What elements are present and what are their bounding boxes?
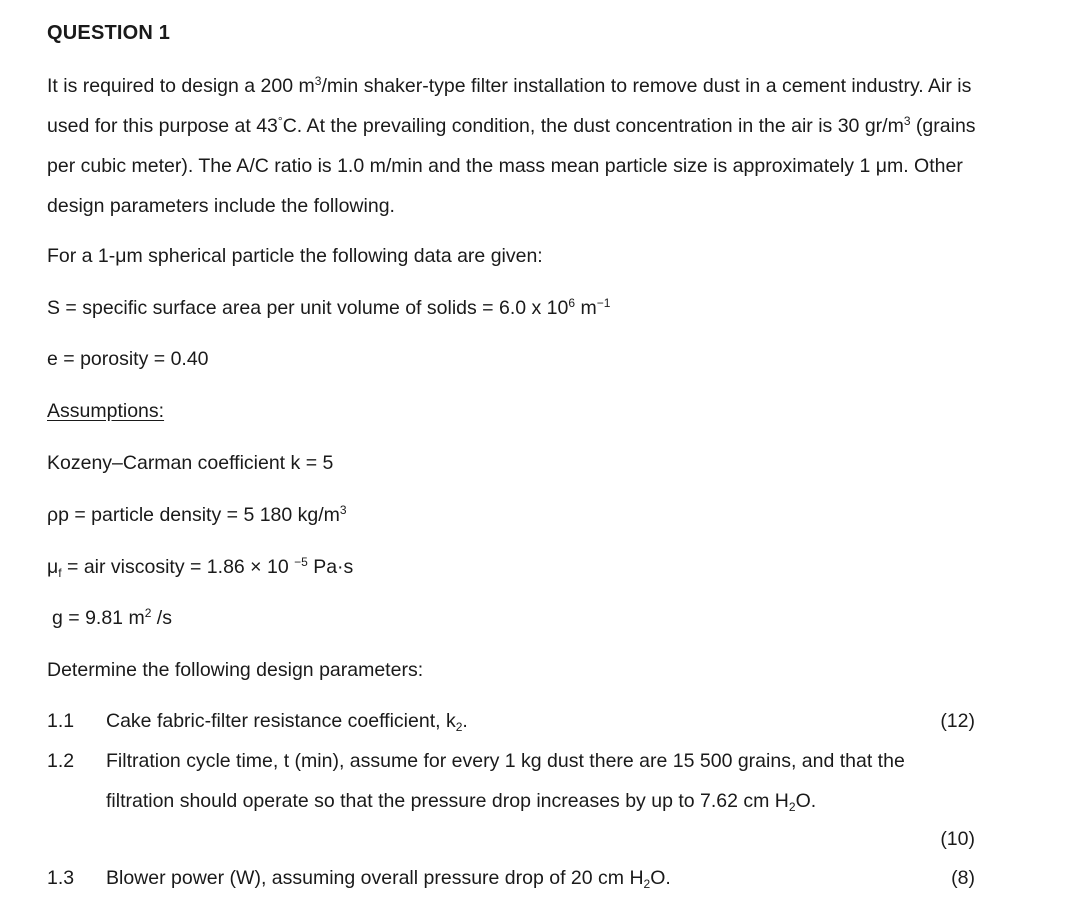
item-text [106,701,976,741]
item-text [106,858,976,898]
gravity-line [52,607,172,630]
item-text-main: Filtration cycle time, t (min), assume for every 1 kg dust there are 15 500 grains, and that the filtration should operate so that the pressure drop increases by up to 7.62 cm H [106,750,905,812]
viscosity-exp: −5 [294,555,308,569]
intro-text-2: /min shaker-type filter installation to remove dust in a cement industry. Air is used for this purpose at 43 [47,75,972,137]
item-text-sub: 2 [643,877,651,891]
intro-sup-1: 3 [314,74,322,88]
item-marks: (8) [951,867,975,889]
intro-sup-2: 3 [903,114,911,128]
viscosity-line [47,556,353,579]
item-marks: (12) [940,710,975,732]
intro-text-1: It is required to design a 200 m [47,75,315,97]
item-text-tail: O. [650,867,671,889]
porosity-line: e = porosity = 0.40 [47,348,209,370]
kozeny-line: Kozeny–Carman coefficient k = 5 [47,452,334,474]
item-text-main: Cake fabric-filter resistance coefficient, k [106,710,456,732]
density-text: ρp = particle density = 5 180 kg/m [47,504,340,526]
item-text [106,741,966,821]
viscosity-text: = air viscosity = 1.86 × 10 [61,556,295,578]
item-text-tail: O. [795,790,817,812]
item-text-sub: 2 [788,800,796,814]
assumptions-heading: Assumptions: [47,400,165,422]
gravity-exp: 2 [144,606,152,620]
item-text-main: Blower power (W), assuming overall pressure drop of 20 cm H [106,867,644,889]
determine-line: Determine the following design parameters: [47,659,424,681]
gravity-text: g = 9.81 m [52,607,145,629]
specific-surface-unit-exp: −1 [596,296,611,310]
item-marks: (10) [940,828,975,850]
density-line [47,504,347,527]
viscosity-mu-sub: f [58,566,62,580]
question-heading: QUESTION 1 [47,22,171,44]
specific-surface-unit: m [575,297,597,319]
specific-surface-text: S = specific surface area per unit volume of solids = 6.0 x 10 [47,297,569,319]
viscosity-mu: μ [47,556,59,578]
intro-text-3: C. At the prevailing condition, the dust concentration in the air is 30 gr/m [282,115,904,137]
given-intro: For a 1-μm spherical particle the following data are given: [47,245,543,267]
density-exp: 3 [339,503,347,517]
specific-surface-line [47,297,610,320]
item-number: 1.1 [47,710,75,732]
item-text-tail: . [462,710,468,732]
specific-surface-exp: 6 [568,296,576,310]
item-text-sub: 2 [455,720,463,734]
intro-degree: ° [277,114,283,128]
question-intro-paragraph [47,66,997,226]
intro-text-4: (grains per cubic meter). The A/C ratio is 1.0 m/min and the mass mean particle size is approximately 1 μm. Other design parameters include the following. [47,115,976,217]
gravity-unit: /s [151,607,172,629]
item-number: 1.3 [47,867,75,889]
viscosity-unit: Pa·s [307,556,354,578]
item-number: 1.2 [47,750,75,772]
